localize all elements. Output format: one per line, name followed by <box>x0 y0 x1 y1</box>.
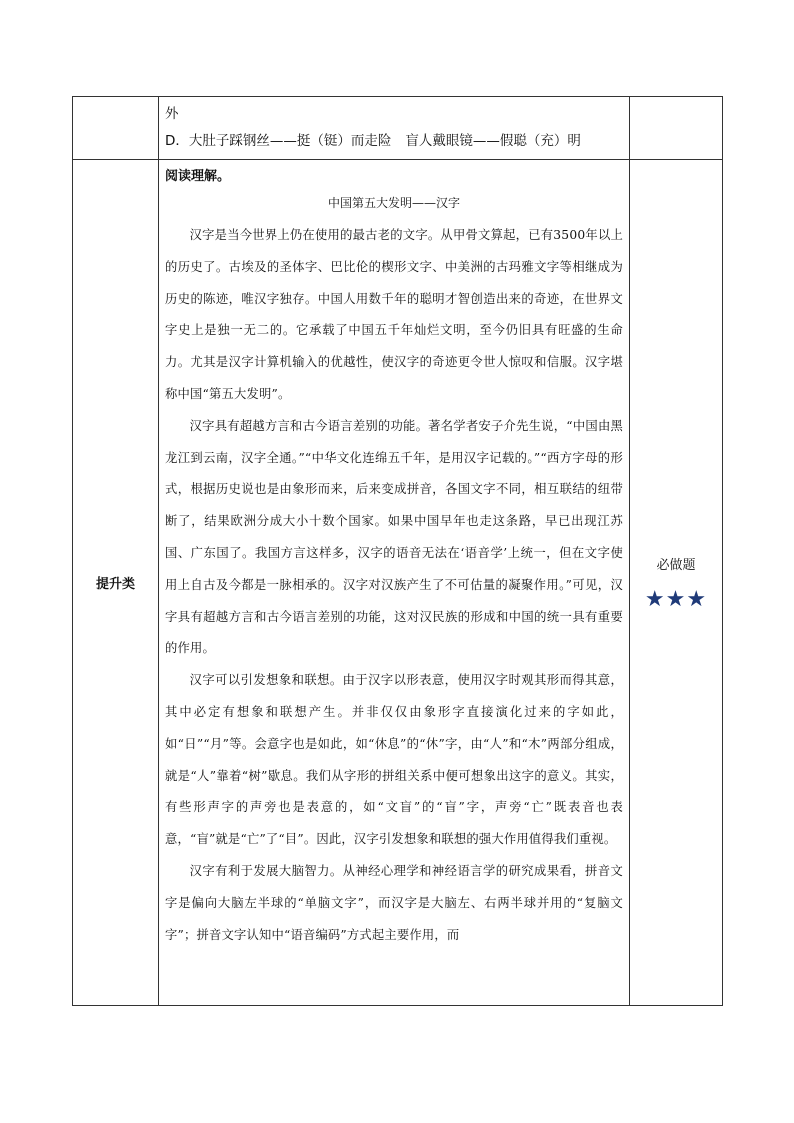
star-rating-icon: ★★★ <box>644 586 708 612</box>
option-d <box>165 128 623 155</box>
paragraph: 汉字可以引发想象和联想。由于汉字以形表意，使用汉字时观其形而得其意，其中必定有想象和联想产生。并非仅仅由象形字直接演化过来的字如此，如“日”“月”等。会意字也是如此，如“休息”的“休”字，由“人”和“木”两部分组成，就是“人”靠着“树”歇息。我们从字形的拼组关系中便可想象出这字的意义。其实，有些形声字的声旁也是表意的，如“文盲”的“盲”字，声旁“亡”既表音也表意，“盲”就是“亡”了“目”。因此，汉字引发想象和联想的强大作用值得我们重视。 <box>165 673 623 847</box>
article-title: 中国第五大发明——汉字 <box>327 196 460 210</box>
option-d-part2: 盲人戴眼镜——假聪（充）明 <box>405 133 581 149</box>
option-d-part1: 大肚子踩钢丝——挺（铤）而走险 <box>188 133 392 149</box>
paragraph: 汉字有利于发展大脑智力。从神经心理学和神经语言学的研究成果看，拼音文字是偏向大脑左半球的“单脑文字”，而汉字是大脑左、右两半球并用的“复脑文字”；拼音文字认知中“语音编码”方式起主要作用，而 <box>165 863 623 942</box>
table-row <box>73 97 723 160</box>
side-cell-empty <box>630 97 723 160</box>
category-cell-empty <box>73 97 159 160</box>
exercise-table <box>72 96 723 1006</box>
paragraph: 汉字具有超越方言和古今语言差别的功能。著名学者安子介先生说，“中国由黑龙江到云南，汉字全通。”“中华文化连绵五千年，是用汉字记载的。”“西方字母的形式，根据历史说也是由象形而来，后来变成拼音，各国文字不同，相互联结的纽带断了，结果欧洲分成大小十数个国家。如果中国早年也走这条路，早已出现江苏国、广东国了。我国方言这样多，汉字的语音无法在‘语音学’上统一，但在文字使用上自古及今都是一脉相承的。汉字对汉族产生了不可估量的凝聚作用。”可见，汉字具有超越方言和古今语言差别的功能，这对汉民族的形成和中国的统一具有重要的作用。 <box>165 418 623 656</box>
category-cell: 提升类 <box>73 160 159 1006</box>
content-cell <box>159 160 630 1006</box>
continued-text: 外 <box>165 106 179 122</box>
table-row <box>73 160 723 1006</box>
option-d-label: D． <box>165 133 189 149</box>
difficulty-cell <box>630 160 723 1006</box>
paragraph: 汉字是当今世界上仍在使用的最古老的文字。从甲骨文算起，已有3500年以上的历史了。古埃及的圣体字、巴比伦的楔形文字、中美洲的古玛雅文字等相继成为历史的陈迹，唯汉字独存。中国人用数千年的聪明才智创造出来的奇迹，在世界文字史上是独一无二的。它承载了中国五千年灿烂文明，至今仍旧具有旺盛的生命力。尤其是汉字计算机输入的优越性，使汉字的奇迹更令世人惊叹和信服。汉字堪称中国“第五大发明”。 <box>165 228 623 401</box>
required-label: 必做题 <box>656 557 696 573</box>
content-cell <box>159 97 630 160</box>
section-title: 阅读理解。 <box>165 169 231 184</box>
